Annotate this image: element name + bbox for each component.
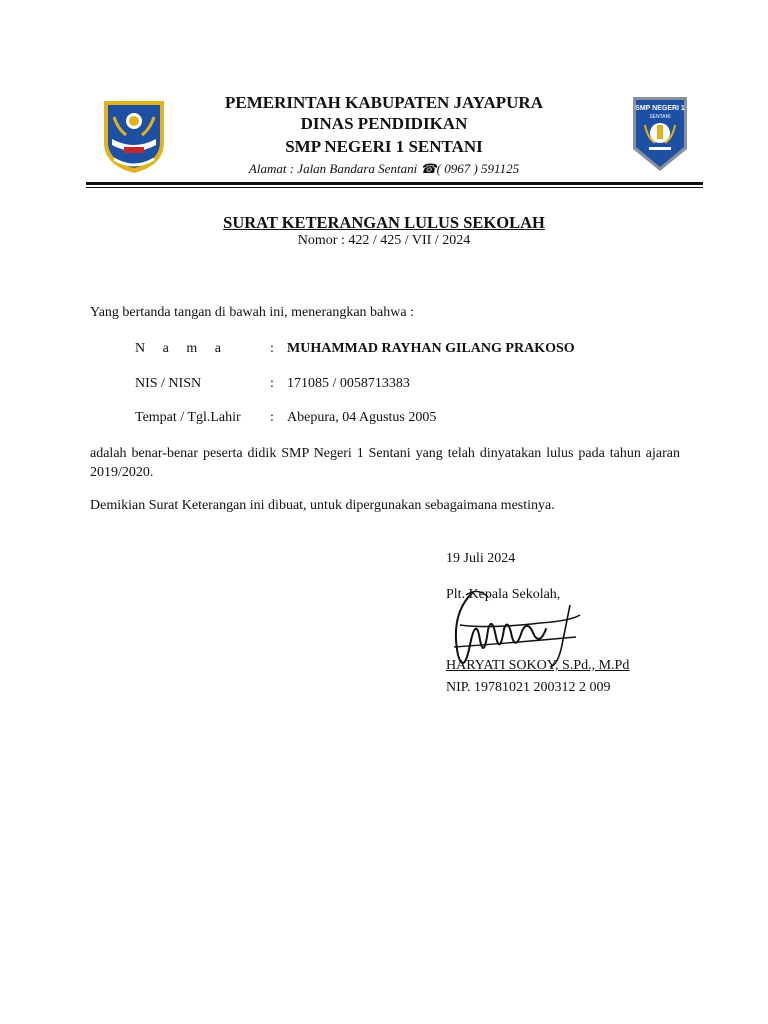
body-paragraph: adalah benar-benar peserta didik SMP Negeri 1 Sentani yang telah dinyatakan lulus pada tahun ajaran 2019/2020. bbox=[90, 446, 680, 480]
signature-date: 19 Juli 2024 bbox=[446, 551, 516, 566]
document-title: SURAT KETERANGAN LULUS SEKOLAH bbox=[223, 213, 545, 232]
school-address: Alamat : Jalan Bandara Sentani ☎( 0967 ) 591125 bbox=[248, 161, 520, 176]
field-colon: : bbox=[270, 410, 274, 425]
field-label-birth: Tempat / Tgl.Lahir bbox=[135, 410, 241, 425]
field-label-nis: NIS / NISN bbox=[135, 376, 202, 391]
svg-text:SMP NEGERI 1: SMP NEGERI 1 bbox=[635, 105, 685, 112]
field-label-name: N a m a bbox=[135, 341, 228, 356]
document-number: Nomor : 422 / 425 / VII / 2024 bbox=[297, 233, 471, 248]
letterhead-divider-thick bbox=[86, 182, 703, 185]
closing-paragraph: Demikian Surat Keterangan ini dibuat, untuk dipergunakan sebagaimana mestinya. bbox=[90, 498, 555, 513]
department-name: DINAS PENDIDIKAN bbox=[300, 114, 468, 133]
svg-text:SENTANI: SENTANI bbox=[649, 114, 671, 120]
field-colon: : bbox=[270, 341, 274, 356]
intro-text: Yang bertanda tangan di bawah ini, menerangkan bahwa : bbox=[90, 305, 414, 320]
letterhead-divider-thin bbox=[86, 187, 703, 188]
signer-name: HARYATI SOKOY, S.Pd., M.Pd bbox=[446, 658, 630, 673]
field-colon: : bbox=[270, 376, 274, 391]
field-value-name: MUHAMMAD RAYHAN GILANG PRAKOSO bbox=[287, 341, 575, 356]
field-value-nis: 171085 / 0058713383 bbox=[287, 376, 410, 391]
field-value-birth: Abepura, 04 Agustus 2005 bbox=[287, 410, 437, 425]
signer-nip: NIP. 19781021 200312 2 009 bbox=[446, 680, 611, 695]
government-name: PEMERINTAH KABUPATEN JAYAPURA bbox=[225, 93, 543, 112]
signer-role: Plt. Kepala Sekolah, bbox=[446, 587, 561, 602]
school-name: SMP NEGERI 1 SENTANI bbox=[285, 137, 483, 156]
